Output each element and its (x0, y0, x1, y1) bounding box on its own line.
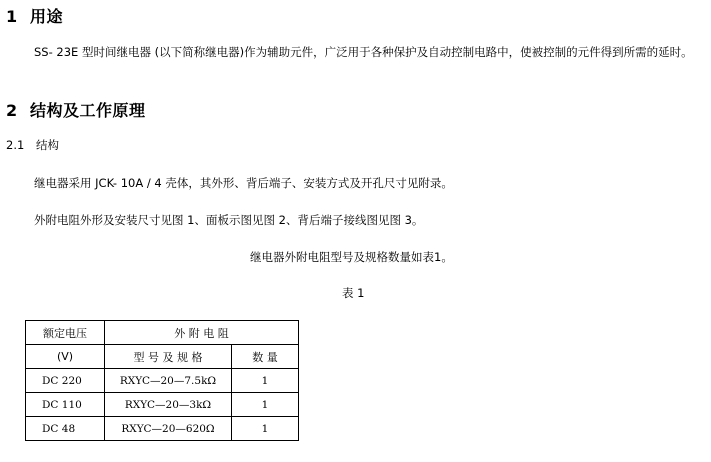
section-2-title: 结构及工作原理 (30, 101, 146, 120)
paragraph-figures: 外附电阻外形及安装尺寸见图 1、面板示图见图 2、背后端子接线图见图 3。 (34, 213, 424, 227)
cell-model: RXYC—20—620Ω (105, 417, 232, 441)
table-row (26, 417, 299, 441)
section-2-heading (6, 98, 146, 121)
cell-voltage: DC 220 (26, 369, 105, 393)
cell-quantity: 1 (232, 369, 299, 393)
section-1-heading (6, 4, 63, 27)
subsection-2-1-heading (6, 137, 59, 153)
cell-model: RXYC—20—7.5kΩ (105, 369, 232, 393)
header-external-resistor: 外 附 电 阻 (105, 321, 299, 345)
section-1-title: 用途 (30, 7, 64, 26)
table-row (26, 393, 299, 417)
resistor-spec-table (25, 320, 299, 441)
header-unit: (V) (26, 345, 105, 369)
cell-voltage: DC 110 (26, 393, 105, 417)
section-1-paragraph: SS- 23E 型时间继电器 (以下简称继电器)作为辅助元件，广泛用于各种保护及自动控制电路中，使被控制的元件得到所需的延时。 (34, 45, 693, 59)
table-caption: 表 1 (342, 286, 365, 300)
subsection-title: 结构 (36, 138, 59, 152)
header-rated-voltage: 额定电压 (26, 321, 105, 345)
section-2-number: 2 (6, 101, 18, 120)
section-1-number: 1 (6, 7, 18, 26)
header-quantity: 数 量 (232, 345, 299, 369)
table-row (26, 369, 299, 393)
paragraph-housing: 继电器采用 JCK- 10A / 4 壳体，其外形、背后端子、安装方式及开孔尺寸见附录。 (34, 176, 453, 190)
cell-model: RXYC—20—3kΩ (105, 393, 232, 417)
cell-quantity: 1 (232, 417, 299, 441)
cell-quantity: 1 (232, 393, 299, 417)
cell-voltage: DC 48 (26, 417, 105, 441)
paragraph-table-intro: 继电器外附电阻型号及规格数量如表1。 (250, 250, 453, 264)
subsection-number: 2.1 (6, 138, 25, 152)
header-model: 型 号 及 规 格 (105, 345, 232, 369)
